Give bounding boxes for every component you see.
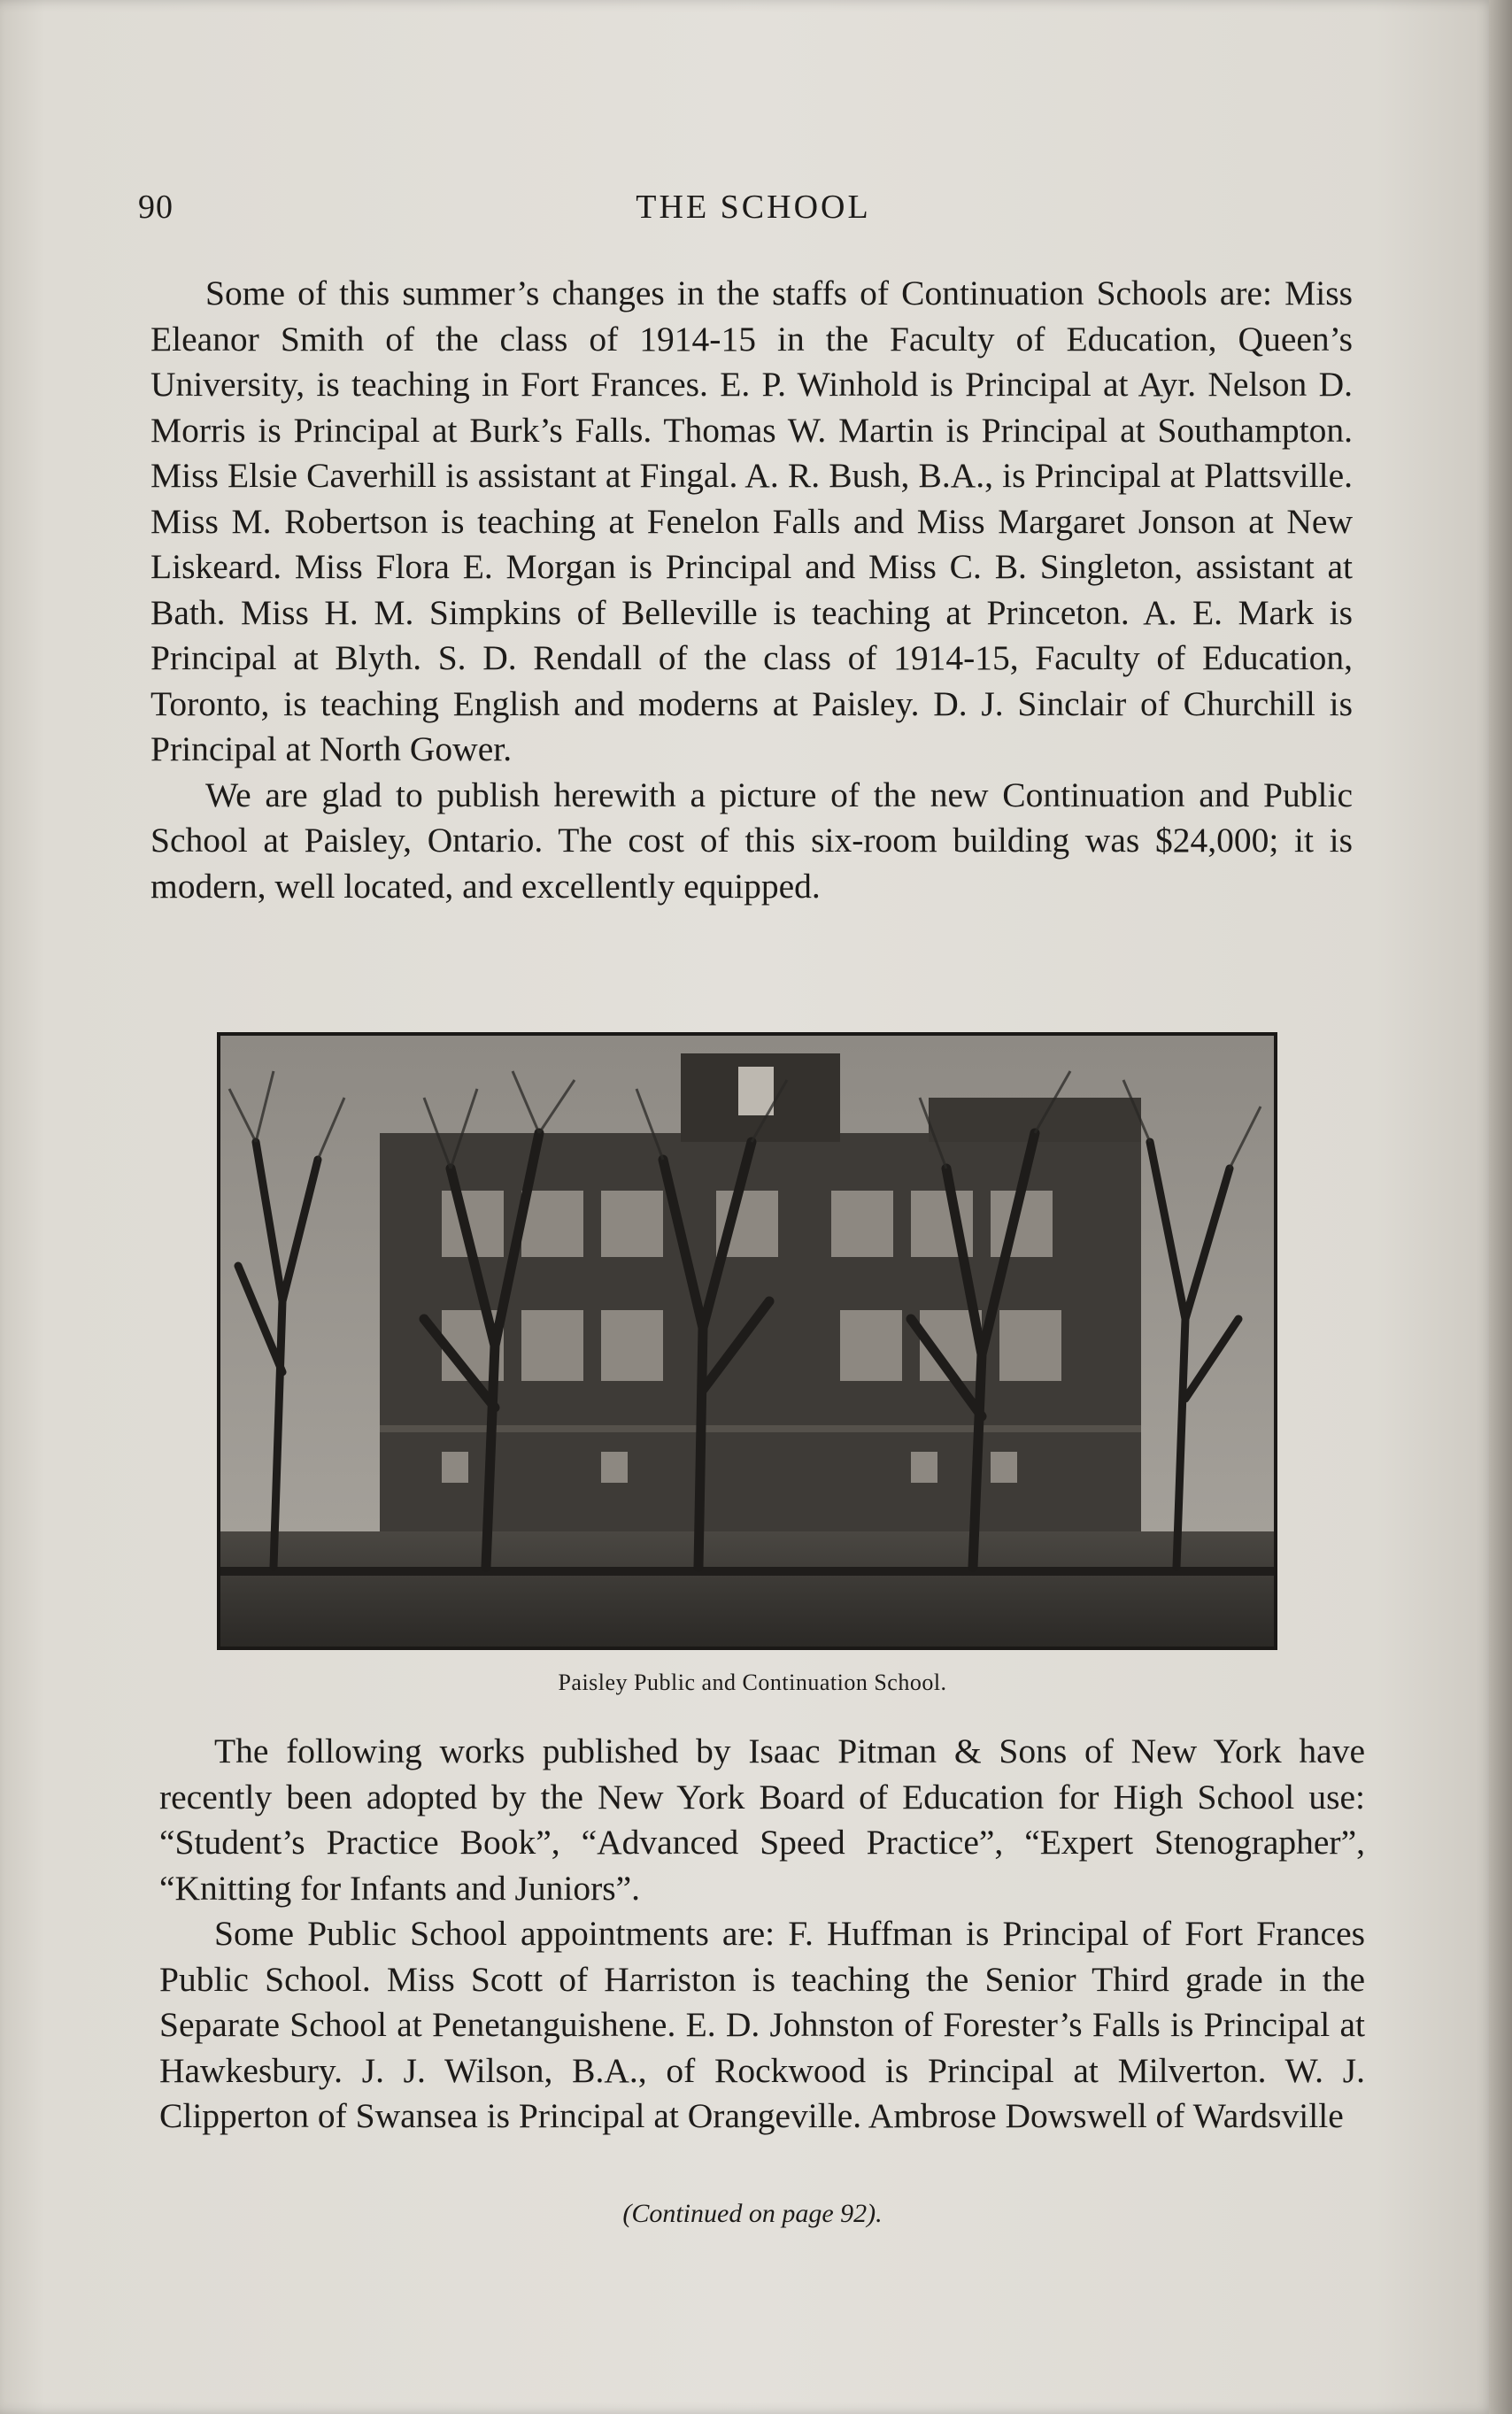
paragraph: Some of this summer’s changes in the staffs of Continuation Schools are: Miss Eleanor Smith of the class of 1914-15 in the Faculty of Education, Queen’s University, is teaching in Fort Frances. E. P. Winhold is Principal at Ayr. Nelson D. Morris is Principal at Burk’s Falls. Thomas W. Martin is Principal at Southampton. Miss Elsie Caverhill is assistant at Fingal. A. R. Bush, B.A., is Principal at Plattsville. Miss M. Robertson is teaching at Fenelon Falls and Miss Margaret Jonson at New Liskeard. Miss Flora E. Morgan is Principal and Miss C. B. Singleton, assistant at Bath. Miss H. M. Simpkins of Belleville is teaching at Princeton. A. E. Mark is Principal at Blyth. S. D. Rendall of the class of 1914-15, Faculty of Education, Toronto, is teaching English and moderns at Paisley. D. J. Sinclair of Churchill is Principal at North Gower. [150,274,1353,768]
paragraph: We are glad to publish herewith a picture of the new Continuation and Public School at Paisley, Ontario. The cost of this six-room building was $24,000; it is modern, well located, and excellently equipped. [150,775,1353,906]
page-header [138,188,1369,232]
continued-note: (Continued on page 92). [622,2199,883,2228]
paragraph: Some Public School appointments are: F. Huffman is Principal of Fort Frances Public School. Miss Scott of Harriston is teaching the Senior Third grade in the Separate School at Penetanguishene. E. D. Johnston of Forester’s Falls is Principal at Hawkesbury. J. J. Wilson, B.A., of Rockwood is Principal at Milverton. W. J. Clipperton of Swansea is Principal at Orangeville. Ambrose Dowswell of Wardsville [159,1914,1365,2135]
paragraph: The following works published by Isaac Pitman & Sons of New York have recently been adopted by the New York Board of Education for High School use: “Student’s Practice Book”, “Advanced Speed Practice”, “Expert Stenographer”, “Knitting for Infants and Juniors”. [159,1731,1365,1908]
article-text-top [150,271,1353,909]
page-number: 90 [138,189,174,226]
running-head: THE SCHOOL [636,189,871,226]
book-gutter [1489,0,1512,2414]
school-photo [217,1032,1277,1650]
article-text-bottom [159,1729,1365,2140]
school-building-image [220,1036,1274,1647]
figure-caption: Paisley Public and Continuation School. [558,1670,947,1695]
